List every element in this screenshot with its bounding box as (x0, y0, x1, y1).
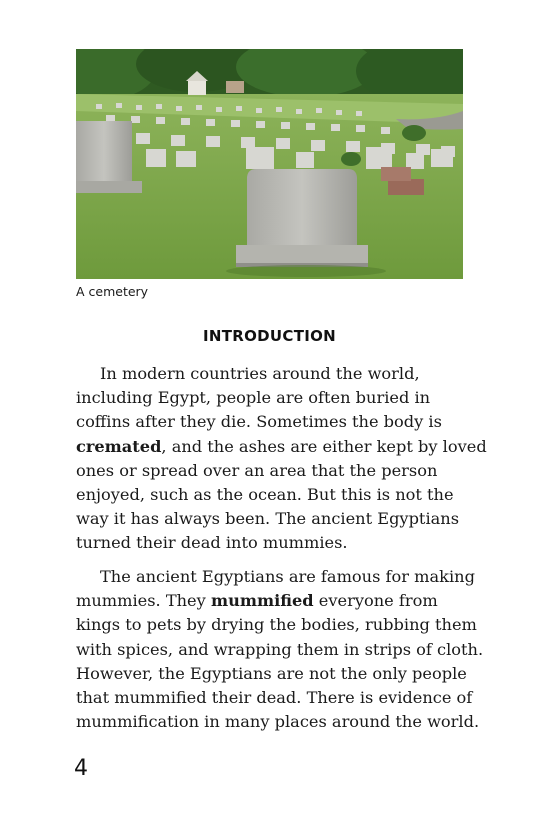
text-line: with spices, and wrapping them in strips of cloth. (76, 639, 484, 659)
text-line: ones or spread over an area that the person (76, 460, 438, 480)
text-line: turned their dead into mummies. (76, 533, 348, 553)
text-line: kings to pets by drying the bodies, rubbing them (76, 615, 477, 635)
text-line: coffins after they die. Sometimes the body is (76, 412, 442, 432)
text-line (76, 435, 487, 459)
text-line: way it has always been. The ancient Egyptians (76, 509, 459, 529)
glossary-term-cremated: cremated (76, 436, 162, 456)
text-line: The ancient Egyptians are famous for making (100, 567, 475, 586)
paragraph-2 (76, 565, 484, 734)
text-fragment: everyone from (313, 591, 438, 611)
text-line: However, the Egyptians are not the only people (76, 663, 467, 683)
text-fragment: , and the ashes are either kept by loved (161, 436, 487, 456)
glossary-term-mummified: mummified (210, 591, 314, 611)
text-line (76, 589, 476, 613)
text-line: that mummified their dead. There is evidence of (76, 688, 473, 708)
text-line: enjoyed, such as the ocean. But this is not the (76, 485, 454, 505)
section-heading: INTRODUCTION (202, 327, 337, 345)
text-line: including Egypt, people are often buried in (76, 388, 431, 408)
text-line: mummification in many places around the world. (76, 712, 480, 732)
text-line: In modern countries around the world, (100, 364, 420, 383)
cemetery-photo (76, 49, 463, 279)
photo-caption: A cemetery (76, 284, 149, 299)
paragraph-1 (76, 362, 487, 556)
text-fragment: mummies. They (76, 591, 211, 611)
page-number: 4 (74, 756, 88, 781)
